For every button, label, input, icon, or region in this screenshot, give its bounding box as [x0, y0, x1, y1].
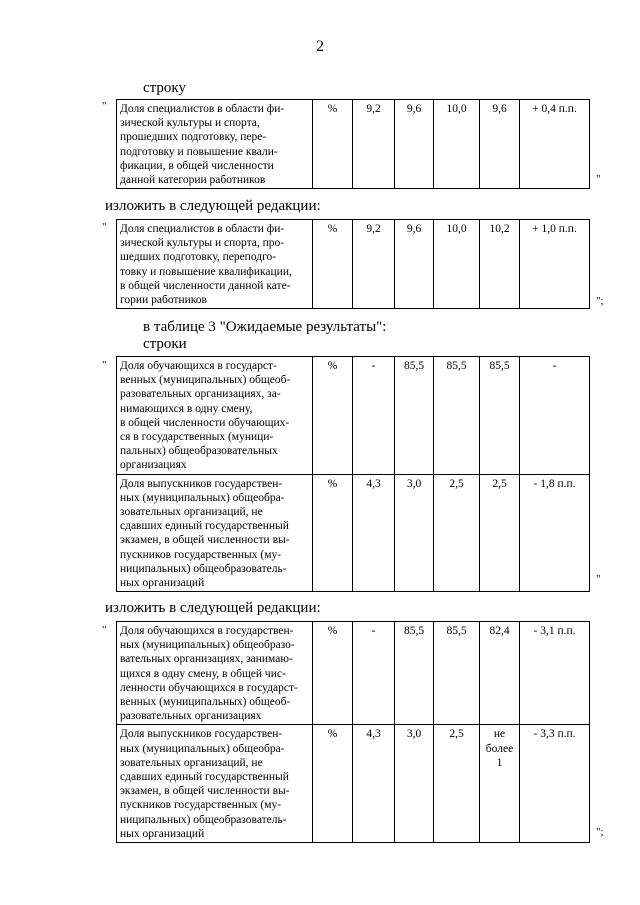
cell-value: 9,2: [353, 220, 395, 309]
cell-unit: %: [313, 357, 353, 475]
text-stroku: строку: [143, 80, 186, 96]
text-izlozhit: изложить в следующей редакции:: [105, 600, 321, 616]
cell-unit: %: [313, 474, 353, 592]
cell-change: - 3,1 п.п.: [520, 622, 590, 725]
page-number: 2: [316, 38, 324, 55]
quote-close-semicolon: ";: [596, 295, 604, 307]
text-table3: в таблице 3 "Ожидаемые результаты":: [143, 319, 387, 335]
cell-desc: Доля специалистов в области фи- зической культуры и спорта, прошедших подготовку, пере- подготовку и повышение квали- фикации, в общей численности данной категории работников: [117, 100, 313, 189]
cell-value: 10,0: [434, 220, 480, 309]
table-row: [117, 100, 590, 189]
table-3: [116, 356, 590, 592]
cell-unit: %: [313, 622, 353, 725]
table-row: [117, 357, 590, 475]
cell-desc: Доля специалистов в области фи- зической культуры и спорта, про- шедших подготовку, переподго- товку и повышение квалификации, в общей численности данной кате- гории работников: [117, 220, 313, 309]
cell-unit: %: [313, 100, 353, 189]
cell-unit: %: [313, 725, 353, 843]
cell-value: 4,3: [353, 474, 395, 592]
cell-desc: Доля выпускников государствен- ных (муниципальных) общеобра- зовательных организаций, не сдавших единый государственный экзамен, в общей численности вы- пускников государственных (му- ниципальных) общеобразователь- ных организаций: [117, 725, 313, 843]
table-1: [116, 99, 590, 189]
cell-value: 3,0: [395, 725, 434, 843]
table-row: [117, 474, 590, 592]
cell-unit: %: [313, 220, 353, 309]
cell-value: 2,5: [434, 725, 480, 843]
cell-value: 10,0: [434, 100, 480, 189]
cell-change: - 3,3 п.п.: [520, 725, 590, 843]
cell-value: -: [353, 357, 395, 475]
cell-value: 85,5: [395, 622, 434, 725]
table-2: [116, 219, 590, 309]
cell-value: 9,6: [480, 100, 520, 189]
cell-desc: Доля обучающихся в государст- венных (муниципальных) общеоб- разовательных организациях, за- нимающихся в одну смену, в общей численности обучающих- ся в государственных (муници- пальных) общеобразовательных организациях: [117, 357, 313, 475]
cell-change: + 1,0 п.п.: [520, 220, 590, 309]
quote-close: ": [596, 173, 601, 185]
cell-value: 82,4: [480, 622, 520, 725]
table-4: [116, 621, 590, 843]
cell-value: 2,5: [480, 474, 520, 592]
table-row: [117, 725, 590, 843]
table-row: [117, 220, 590, 309]
cell-value: 4,3: [353, 725, 395, 843]
text-izlozhit: изложить в следующей редакции:: [105, 198, 321, 214]
cell-change: -: [520, 357, 590, 475]
quote-close-semicolon: ";: [596, 826, 604, 838]
table-row: [117, 622, 590, 725]
quote-open: ": [102, 359, 107, 371]
cell-value: 85,5: [395, 357, 434, 475]
cell-value: 9,6: [395, 220, 434, 309]
cell-value: 10,2: [480, 220, 520, 309]
cell-value: 2,5: [434, 474, 480, 592]
cell-desc: Доля выпускников государствен- ных (муниципальных) общеобра- зовательных организаций, не сдавших единый государственный экзамен, в общей численности вы- пускников государственных (му- ниципальных) общеобразователь- ных организаций: [117, 474, 313, 592]
cell-desc: Доля обучающихся в государствен- ных (муниципальных) общеобразо- вательных организациях, занимаю- щихся в одну смену, в общей чис- ленности обучающихся в государст- венных (муниципальных) общеоб- разовательных организациях: [117, 622, 313, 725]
quote-open: ": [102, 624, 107, 636]
quote-open: ": [102, 100, 107, 112]
cell-change: + 0,4 п.п.: [520, 100, 590, 189]
cell-value: 85,5: [480, 357, 520, 475]
quote-close: ": [596, 573, 601, 585]
cell-value: 9,2: [353, 100, 395, 189]
cell-value: не более 1: [480, 725, 520, 843]
cell-value: -: [353, 622, 395, 725]
cell-value: 85,5: [434, 622, 480, 725]
cell-value: 85,5: [434, 357, 480, 475]
cell-change: - 1,8 п.п.: [520, 474, 590, 592]
text-stroki: строки: [143, 336, 187, 352]
cell-value: 9,6: [395, 100, 434, 189]
quote-open: ": [102, 221, 107, 233]
cell-value: 3,0: [395, 474, 434, 592]
